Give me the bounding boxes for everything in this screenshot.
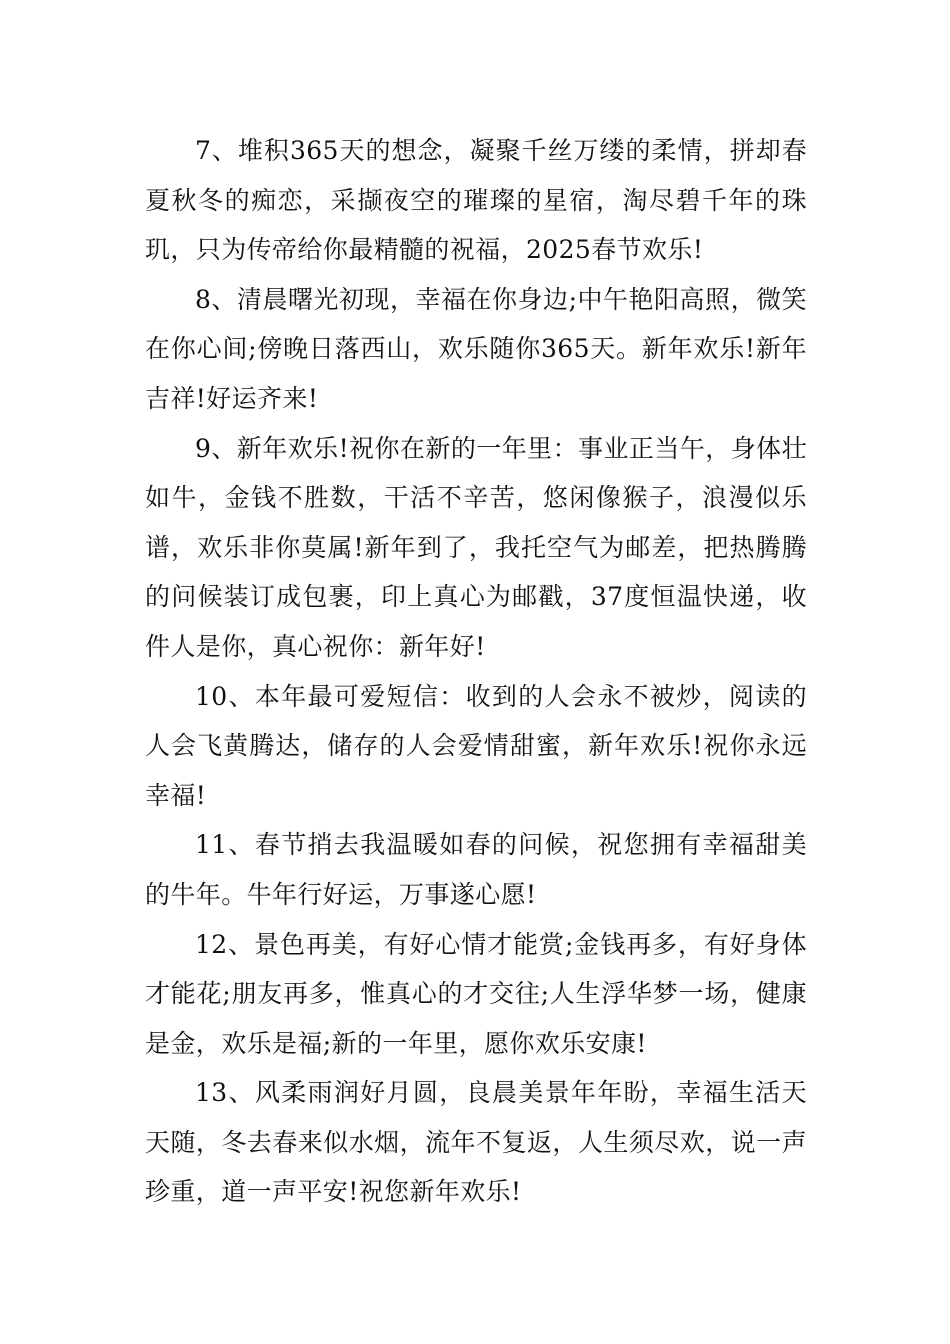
document-body [145,126,807,1217]
paragraph-12: 12、景色再美，有好心情才能赏;金钱再多，有好身体才能花;朋友再多，惟真心的才交往;人生浮华梦一场，健康是金，欢乐是福;新的一年里，愿你欢乐安康! [145,929,807,1058]
paragraph-8: 8、清晨曙光初现，幸福在你身边;中午艳阳高照，微笑在你心间;傍晚日落西山，欢乐随你365天。新年欢乐!新年吉祥!好运齐来! [145,284,807,413]
paragraph-10: 10、本年最可爱短信：收到的人会永不被炒，阅读的人会飞黄腾达，储存的人会爱情甜蜜，新年欢乐!祝你永远幸福! [145,681,807,810]
paragraph-7: 7、堆积365天的想念，凝聚千丝万缕的柔情，拼却春夏秋冬的痴恋，采撷夜空的璀璨的星宿，淘尽碧千年的珠玑，只为传帝给你最精髓的祝福，2025春节欢乐! [145,136,807,265]
paragraph-11: 11、春节捎去我温暖如春的问候，祝您拥有幸福甜美的牛年。牛年行好运，万事遂心愿! [145,830,807,909]
paragraph-13: 13、风柔雨润好月圆，良晨美景年年盼，幸福生活天天随，冬去春来似水烟，流年不复返，人生须尽欢，说一声珍重，道一声平安!祝您新年欢乐! [145,1078,807,1207]
paragraph-9: 9、新年欢乐!祝你在新的一年里：事业正当午，身体壮如牛，金钱不胜数，干活不辛苦，悠闲像猴子，浪漫似乐谱，欢乐非你莫属!新年到了，我托空气为邮差，把热腾腾的问候装订成包裹，印上真心为邮戳，37度恒温快递，收件人是你，真心祝你：新年好! [145,433,807,661]
